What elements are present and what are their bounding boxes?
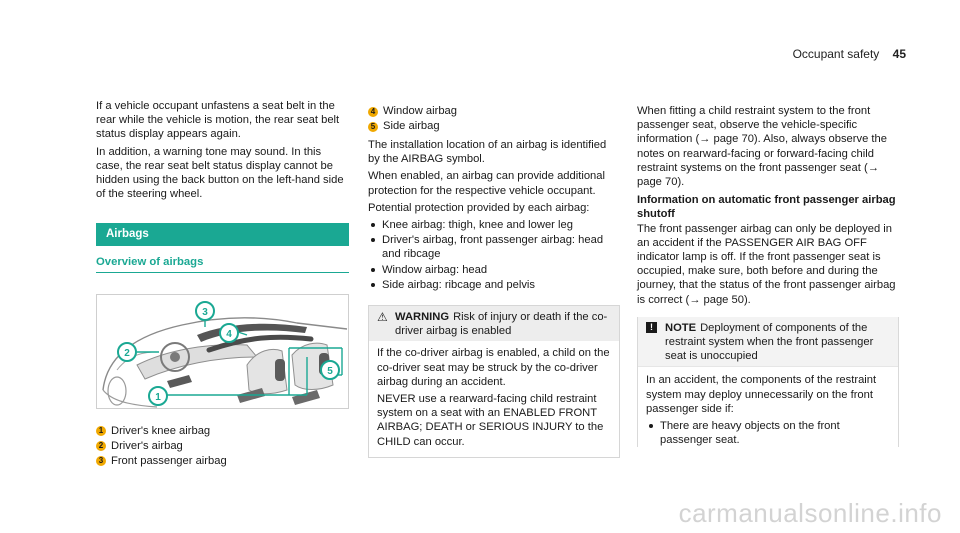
page-number: 45 bbox=[892, 47, 906, 61]
list-item: Window airbag: head bbox=[368, 263, 620, 277]
airbag-overview-illustration bbox=[96, 294, 349, 409]
paragraph: The front passenger airbag can only be deployed in an accident if the PASSENGER AIR BAG OFF indicator lamp is off. If the front passenger seat is occupied, make sure, both before and during the journey, that the status of the front passenger airbag is correct (→ page 50). bbox=[637, 222, 896, 306]
exclamation-icon: ! bbox=[646, 322, 657, 333]
list-item: Side airbag: ribcage and pelvis bbox=[368, 278, 620, 292]
svg-text:3: 3 bbox=[202, 306, 208, 318]
header-section: Occupant safety bbox=[792, 47, 880, 61]
legend-marker: 5 bbox=[368, 122, 378, 132]
legend-label: Front passenger airbag bbox=[111, 455, 227, 468]
list-item: Knee airbag: thigh, knee and lower leg bbox=[368, 218, 620, 232]
legend-marker: 1 bbox=[96, 426, 106, 436]
vehicle-interior-airbag-illustration bbox=[97, 295, 348, 408]
warning-triangle-icon: ⚠ bbox=[377, 310, 388, 325]
running-header bbox=[793, 47, 906, 61]
paragraph: If the co-driver airbag is enabled, a child on the co-driver seat may be struck by the co-driver airbag during an accident. bbox=[377, 347, 610, 388]
bullet-list bbox=[646, 419, 890, 447]
warning-title: Risk of injury or death if the co-driver airbag is enabled bbox=[395, 311, 608, 338]
watermark: carmanualsonline.info bbox=[678, 498, 942, 528]
legend-label: Driver's airbag bbox=[111, 440, 183, 453]
note-label: NOTE bbox=[665, 321, 697, 334]
note-header bbox=[638, 317, 898, 367]
legend-marker: 3 bbox=[96, 456, 106, 466]
paragraph: NEVER use a rearward-facing child restraint system on a seat with an ENABLED FRONT AIRBAG; DEATH or SERIOUS INJURY to the CHILD can occur. bbox=[377, 393, 604, 448]
legend-item bbox=[368, 119, 620, 134]
column-2 bbox=[368, 104, 620, 458]
paragraph: If a vehicle occupant unfastens a seat belt in the rear while the vehicle is motion, the rear seat belt status display appears again. bbox=[96, 100, 340, 141]
svg-text:4: 4 bbox=[226, 328, 232, 340]
callout-marker bbox=[196, 302, 214, 320]
svg-text:5: 5 bbox=[327, 365, 333, 377]
illustration-legend bbox=[96, 424, 349, 469]
paragraph: Potential protection provided by each airbag: bbox=[368, 201, 590, 214]
note-body bbox=[638, 366, 898, 447]
subheading: Information on automatic front passenger airbag shutoff bbox=[637, 194, 896, 221]
svg-text:2: 2 bbox=[124, 347, 130, 359]
warning-label: WARNING bbox=[395, 311, 450, 324]
paragraph: When enabled, an airbag can provide additional protection for the respective vehicle occupant. bbox=[368, 170, 605, 197]
list-item: Driver's airbag, front passenger airbag: head and ribcage bbox=[368, 233, 620, 261]
legend-label: Window airbag bbox=[383, 105, 457, 118]
warning-body bbox=[369, 341, 619, 456]
column-3 bbox=[637, 104, 899, 449]
legend-label: Driver's knee airbag bbox=[111, 425, 211, 438]
subsection-title: Overview of airbags bbox=[96, 255, 349, 273]
legend-item bbox=[96, 454, 349, 469]
section-title: Airbags bbox=[96, 223, 349, 245]
bullet-list bbox=[368, 218, 620, 292]
warning-box bbox=[368, 305, 620, 458]
legend-item bbox=[368, 104, 620, 119]
legend-label: Side airbag bbox=[383, 120, 440, 133]
callout-marker bbox=[321, 361, 339, 379]
svg-text:1: 1 bbox=[155, 391, 161, 403]
legend-marker: 2 bbox=[96, 441, 106, 451]
callout-marker bbox=[118, 343, 136, 361]
paragraph: In addition, a warning tone may sound. In this case, the rear seat belt status display cannot be hidden using the back button on the left-hand side of the steering wheel. bbox=[96, 145, 344, 201]
legend-marker: 4 bbox=[368, 107, 378, 117]
paragraph: In an accident, the components of the restraint system may deploy unnecessarily on the front passenger side if: bbox=[646, 374, 877, 415]
legend-item bbox=[96, 424, 349, 439]
note-title: Deployment of components of the restraint system when the front passenger seat is unoccupied bbox=[665, 321, 874, 363]
callout-marker bbox=[220, 324, 238, 342]
callout-marker bbox=[149, 387, 167, 405]
column-1 bbox=[96, 99, 349, 469]
paragraph: When fitting a child restraint system to the front passenger seat, observe the vehicle-specific information (→ page 70). Also, always observe the notes on rearward-facing or forward-facing child restraint systems on the front passenger seat (→ page 70). bbox=[637, 105, 887, 189]
paragraph: The installation location of an airbag is identified by the AIRBAG symbol. bbox=[368, 139, 607, 166]
legend-item bbox=[96, 439, 349, 454]
warning-header bbox=[369, 306, 619, 341]
list-item: There are heavy objects on the front passenger seat. bbox=[646, 419, 890, 447]
note-box bbox=[637, 317, 899, 448]
